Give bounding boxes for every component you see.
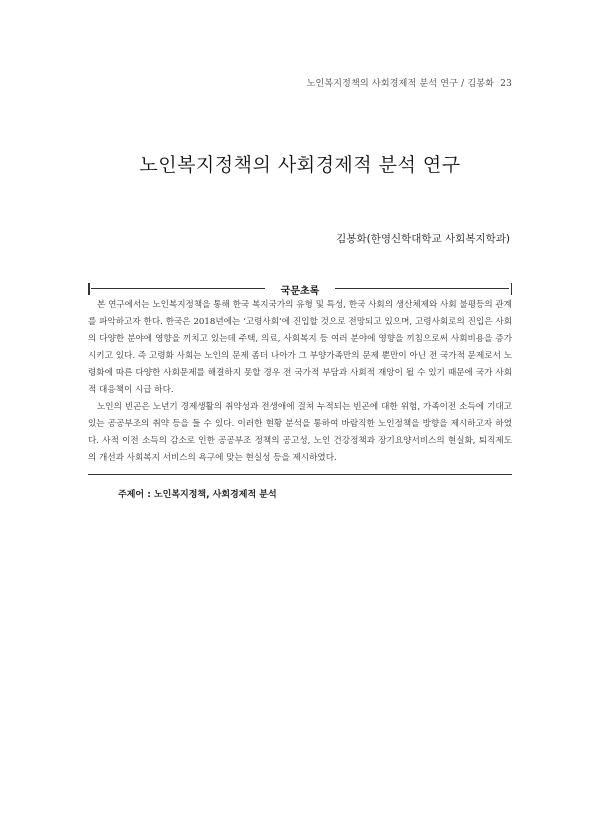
paper-title: 노인복지정책의 사회경제적 분석 연구 <box>139 154 461 176</box>
running-title: 노인복지정책의 사회경제적 분석 연구 / 김봉화 <box>306 79 495 89</box>
page-number: 23 <box>500 79 512 89</box>
divider-right-tick <box>511 283 513 295</box>
abstract-heading-divider <box>88 283 512 295</box>
abstract-paragraph-2: 노인의 빈곤은 노년기 경제생활의 취약성과 전생애에 걸쳐 누적되는 빈곤에 대한 위험, 가족이전 소득에 기대고 있는 공공부조의 취약 등을 들 수 있다. 이러한 현황 분석을 통하여 바람직한 노인정책을 방향을 제시하고자 하였다. 사적 이전 소득의 감소로 인한 공공부조 정책의 공고성, 노인 건강정책과 장기요양서비스의 현실화, 퇴직제도의 개선과 사회복지 서비스의 욕구에 맞는 현실성 등을 제시하였다. <box>88 402 512 463</box>
divider-right-line <box>335 288 509 289</box>
abstract-body <box>88 297 512 467</box>
abstract-bottom-rule <box>88 474 512 475</box>
abstract-paragraph-1: 본 연구에서는 노인복지정책을 통해 한국 복지국가의 유형 및 특성, 한국 사회의 생산체제와 사회 불평등의 관계를 파악하고자 한다. 한국은 2018년에는 ‘고령사회’에 진입할 것으로 전망되고 있으며, 고령사회로의 진입은 사회의 다양한 분야에 영향을 끼치고 있는데 주택, 의료, 사회복지 등 여러 분야에 영향을 끼침으로써 사회비용을 증가시키고 있다. 즉 고령화 사회는 노인의 문제 좀더 나아가 그 부양가족만의 문제 뿐만이 아닌 전 국가적 문제로서 노령화에 따른 다양한 사회문제를 해결하지 못할 경우 전 국가적 부담과 사회적 재앙이 될 수 있기 때문에 국가 사회적 대응책이 시급 하다. <box>88 300 512 395</box>
abstract-heading: 국문초록 <box>280 286 320 297</box>
running-header <box>307 76 512 89</box>
author-affiliation: 김봉화(한영신학대학교 사회복지학과) <box>336 233 510 245</box>
keywords: 주제어 : 노인복지정책, 사회경제적 분석 <box>118 490 277 500</box>
